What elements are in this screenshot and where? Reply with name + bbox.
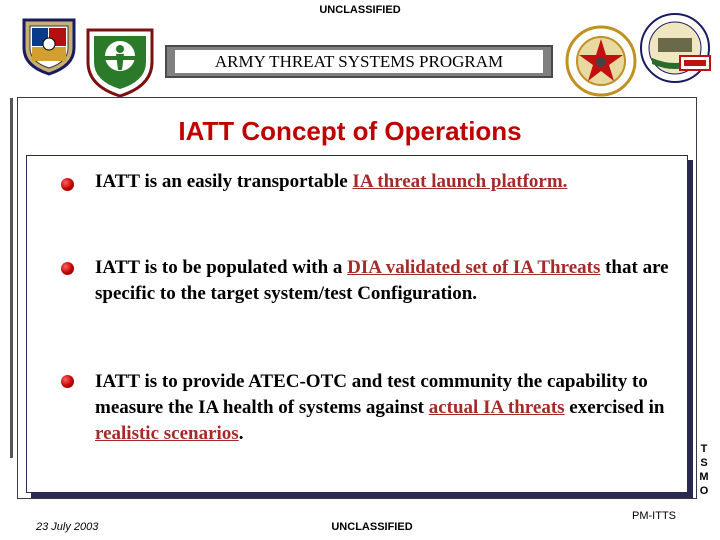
underlined-phrase: IA threat launch platform. bbox=[352, 171, 568, 192]
bullet-icon bbox=[61, 262, 74, 275]
footer-date: 23 July 2003 bbox=[36, 521, 99, 533]
itts-badge-logo bbox=[638, 10, 712, 90]
content-panel bbox=[26, 155, 688, 493]
army-crest-logo bbox=[18, 14, 80, 76]
bullet-icon bbox=[61, 375, 74, 388]
banner-text: ARMY THREAT SYSTEMS PROGRAM bbox=[175, 50, 543, 73]
classification-bottom: UNCLASSIFIED bbox=[331, 521, 413, 533]
bullet-text-2: IATT is to be populated with a DIA validated set of IA Threats that are specific to the target system/test Configuration. bbox=[95, 257, 669, 304]
side-letters: T S M O bbox=[699, 443, 709, 497]
program-banner bbox=[165, 45, 553, 78]
underlined-phrase: actual IA threats bbox=[428, 397, 565, 418]
bullet-text-1: IATT is an easily transportable IA threat launch platform. bbox=[95, 171, 568, 192]
threat-systems-star-seal bbox=[565, 25, 637, 97]
underlined-phrase: realistic scenarios bbox=[95, 423, 239, 444]
page-title: IATT Concept of Operations bbox=[178, 116, 522, 146]
bullet-text-3: IATT is to provide ATEC-OTC and test community the capability to measure the IA health of systems against actual IA threats exercised in realistic scenarios. bbox=[95, 371, 665, 444]
classification-top: UNCLASSIFIED bbox=[319, 4, 401, 16]
footer-org: PM-ITTS bbox=[632, 510, 676, 522]
simulation-shield-logo bbox=[82, 26, 158, 98]
underlined-phrase: DIA validated set of IA Threats bbox=[347, 257, 601, 278]
bullet-icon bbox=[61, 178, 74, 191]
